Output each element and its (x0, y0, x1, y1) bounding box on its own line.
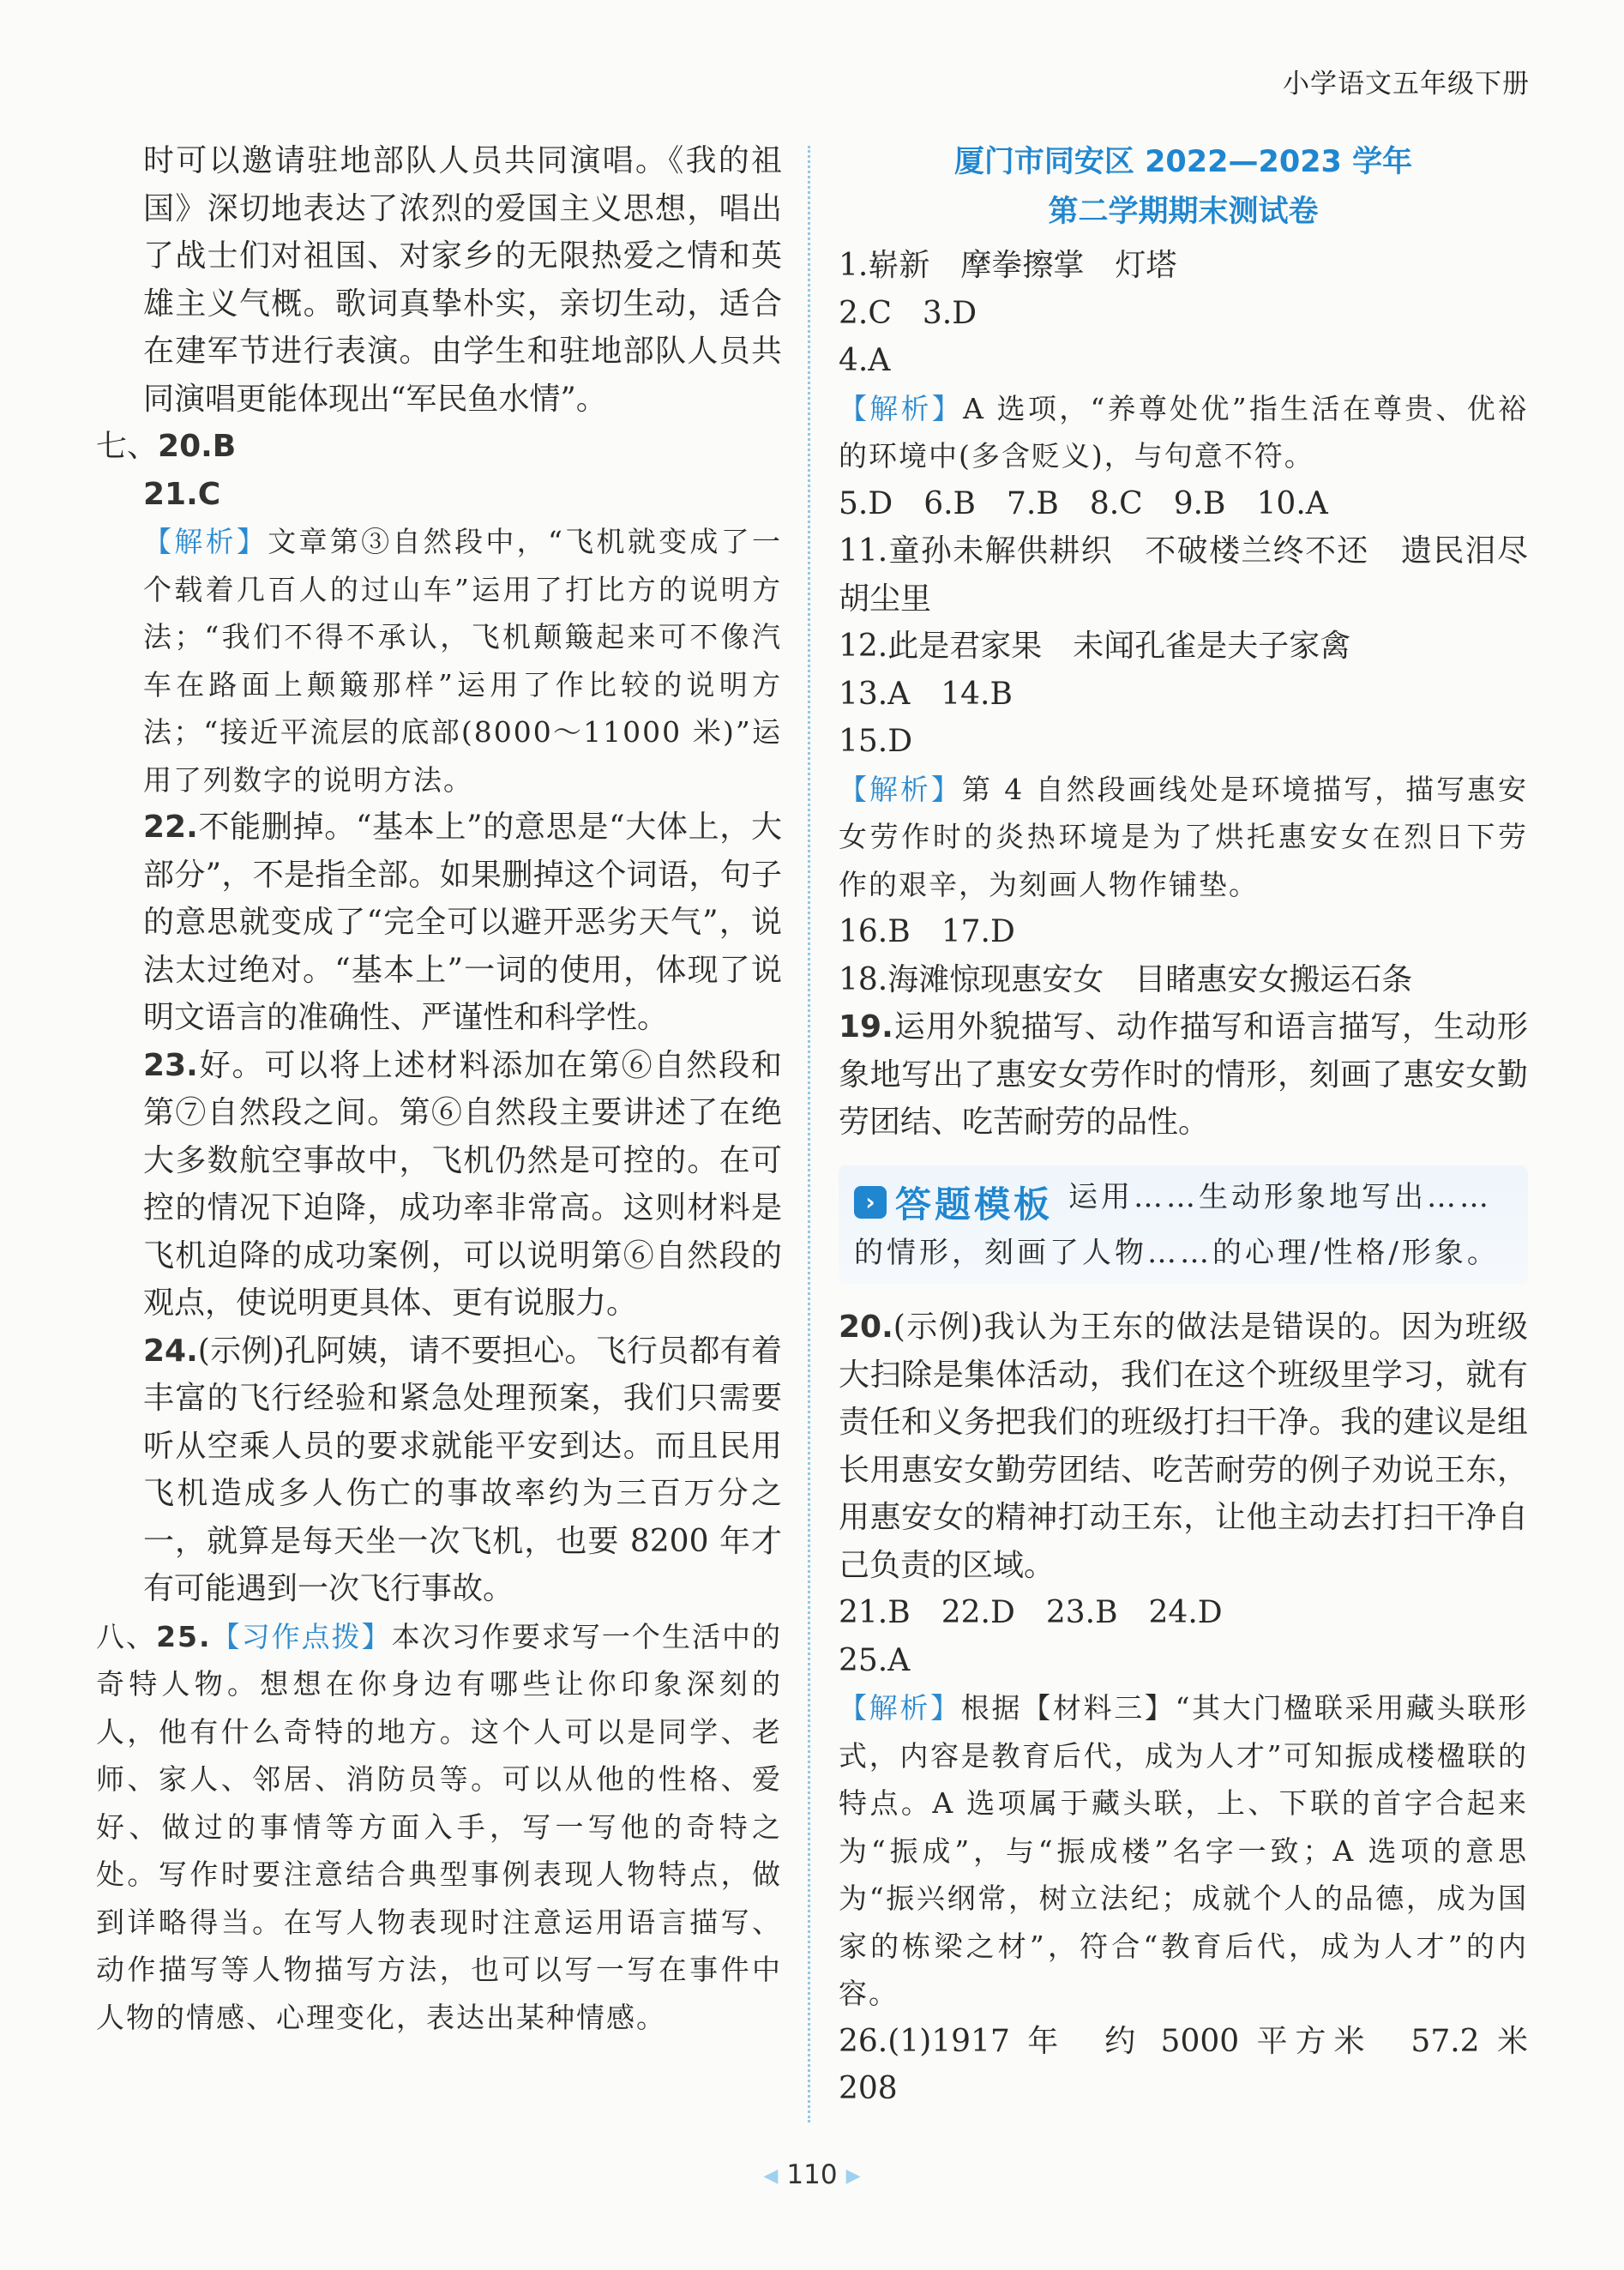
answer-23: 23.好。可以将上述材料添加在第⑥自然段和第⑦自然段之间。第⑥自然段主要讲述了在绝大多数航空事故中，飞机仍然是可控的。在可控的情况下迫降，成功率非常高。这则材料是飞机迫降的成功案例，可以说明第⑥自然段的观点，使说明更具体、更有说服力。 (143, 1047, 782, 1321)
answer-20: 20.(示例)我认为王东的做法是错误的。因为班级大扫除是集体活动，我们在这个班级里学习，就有责任和义务把我们的班级打扫干净。我的建议是组长用惠安女勤劳团结、吃苦耐劳的例子劝说王东，用惠安女的精神打动王东，让他主动去打扫干净自己负责的区域。 (839, 1310, 1528, 1583)
exam-title: 厦门市同安区 2022—2023 学年 第二学期期末测试卷 (953, 145, 1413, 229)
book-title: 小学语文五年级下册 (1283, 69, 1530, 99)
analysis-21: 【解析】文章第③自然段中，“飞机就变成了一个载着几百人的过山车”运用了打比方的说明方法；“我们不得不承认，飞机颠簸起来可不像汽车在路面上颠簸那样”运用了作比较的说明方法；“接近平流层的底部(8000～11000 米)”运用了列数字的说明方法。 (143, 525, 783, 797)
answer-21: 21.C (143, 476, 221, 512)
answer-2-3: 2.C 3.D (839, 295, 977, 331)
answer-15: 15.D (839, 724, 913, 759)
triangle-left-icon: ◀ (763, 2165, 779, 2187)
answer-25: 25.A (839, 1642, 911, 1678)
answer-26: 26.(1)1917 年 约 5000 平方米 57.2 米 208 (839, 2023, 1560, 2106)
left-column (96, 137, 782, 2041)
page-footer (0, 2159, 1624, 2190)
answer-19-continued: 时可以邀请驻地部队人员共同演唱。《我的祖国》深切地表达了浓烈的爱国主义思想，唱出了战士们对祖国、对家乡的无限热爱之情和英雄主义气概。歌词真挚朴实，亲切生动，适合在建军节进行表演。由学生和驻地部队人员共同演唱更能体现出“军民鱼水情”。 (143, 143, 782, 417)
template-title: 答题模板 (895, 1183, 1054, 1225)
answer-1: 1.崭新 摩拳擦掌 灯塔 (839, 248, 1177, 283)
answer-19: 19.运用外貌描写、动作描写和语言描写，生动形象地写出了惠安女劳作时的情形，刻画了惠安女勤劳团结、吃苦耐劳的品性。 (839, 1009, 1528, 1140)
page-number: 110 (786, 2159, 838, 2190)
answer-5-10: 5.D 6.B 7.B 8.C 9.B 10.A (839, 485, 1328, 521)
right-column (839, 137, 1560, 2113)
section-seven-q20: 七、20.B (96, 429, 237, 464)
writing-tip-tag: 【习作点拨】 (211, 1619, 392, 1653)
answer-13-14: 13.A 14.B (839, 676, 1013, 712)
section-label: 七、 (96, 429, 159, 464)
section-eight-q25: 八、25.【习作点拨】本次习作要求写一个生活中的奇特人物。想想在你身边有哪些让你印象深刻的人，他有什么奇特的地方。这个人可以是同学、老师、家人、邻居、消防员等。可以从他的性格、爱好、做过的事情等方面入手，写一写他的奇特之处。写作时要注意结合典型事例表现人物特点，做到详略得当。在写人物表现时注意运用语言描写、动作描写等人物描写方法，也可以写一写在事件中人物的情感、心理变化，表达出某种情感。 (96, 1619, 783, 2034)
column-divider (808, 146, 810, 2122)
answer-12: 12.此是君家果 未闻孔雀是夫子家禽 (839, 629, 1351, 664)
section-label: 八、 (96, 1619, 157, 1653)
template-text: 运用……生动形象地写出……的情形，刻画了人物……的心理/性格/形象。 (854, 1179, 1500, 1270)
answer-16-17: 16.B 17.D (839, 914, 1015, 949)
analysis-tag: 【解析】 (839, 1691, 961, 1725)
chevron-right-icon: › (854, 1186, 887, 1219)
answer-4: 4.A (839, 343, 891, 378)
analysis-tag: 【解析】 (839, 772, 962, 806)
analysis-15: 【解析】第 4 自然段画线处是环境描写，描写惠安女劳作时的炎热环境是为了烘托惠安女在烈日下劳作的艰辛，为刻画人物作铺垫。 (839, 772, 1528, 901)
answer-24: 24.(示例)孔阿姨，请不要担心。飞行员都有着丰富的飞行经验和紧急处理预案，我们只需要听从空乘人员的要求就能平安到达。而且民用飞机造成多人伤亡的事故率约为三百万分之一，就算是每天坐一次飞机，也要 8200 年才有可能遇到一次飞行事故。 (143, 1333, 782, 1606)
analysis-tag: 【解析】 (143, 525, 268, 558)
analysis-4: 【解析】A 选项，“养尊处优”指生活在尊贵、优裕的环境中(多含贬义)，与句意不符。 (839, 391, 1529, 473)
answer-21-24: 21.B 22.D 23.B 24.D (839, 1595, 1223, 1630)
answer-11: 11.童孙未解供耕织 不破楼兰终不还 遗民泪尽胡尘里 (839, 533, 1528, 617)
triangle-right-icon: ▶ (845, 2165, 861, 2187)
analysis-tag: 【解析】 (839, 391, 964, 425)
analysis-25: 【解析】根据【材料三】“其大门楹联采用藏头联形式，内容是教育后代，成为人才”可知振成楼楹联的特点。A 选项属于藏头联，上、下联的首字合起来为“振成”，与“振成楼”名字一致；A 选项的意思为“振兴纲常，树立法纪；成就个人的品德，成为国家的栋梁之材”，符合“教育后代，成为人才”的内容。 (839, 1691, 1528, 2010)
answer-22: 22.不能删掉。“基本上”的意思是“大体上，大部分”，不是指全部。如果删掉这个词语，句子的意思就变成了“完全可以避开恶劣天气”，说法太过绝对。“基本上”一词的使用，体现了说明文语言的准确性、严谨性和科学性。 (143, 810, 782, 1035)
answer-template-box (839, 1165, 1528, 1286)
answer-18: 18.海滩惊现惠安女 目睹惠安女搬运石条 (839, 961, 1413, 997)
